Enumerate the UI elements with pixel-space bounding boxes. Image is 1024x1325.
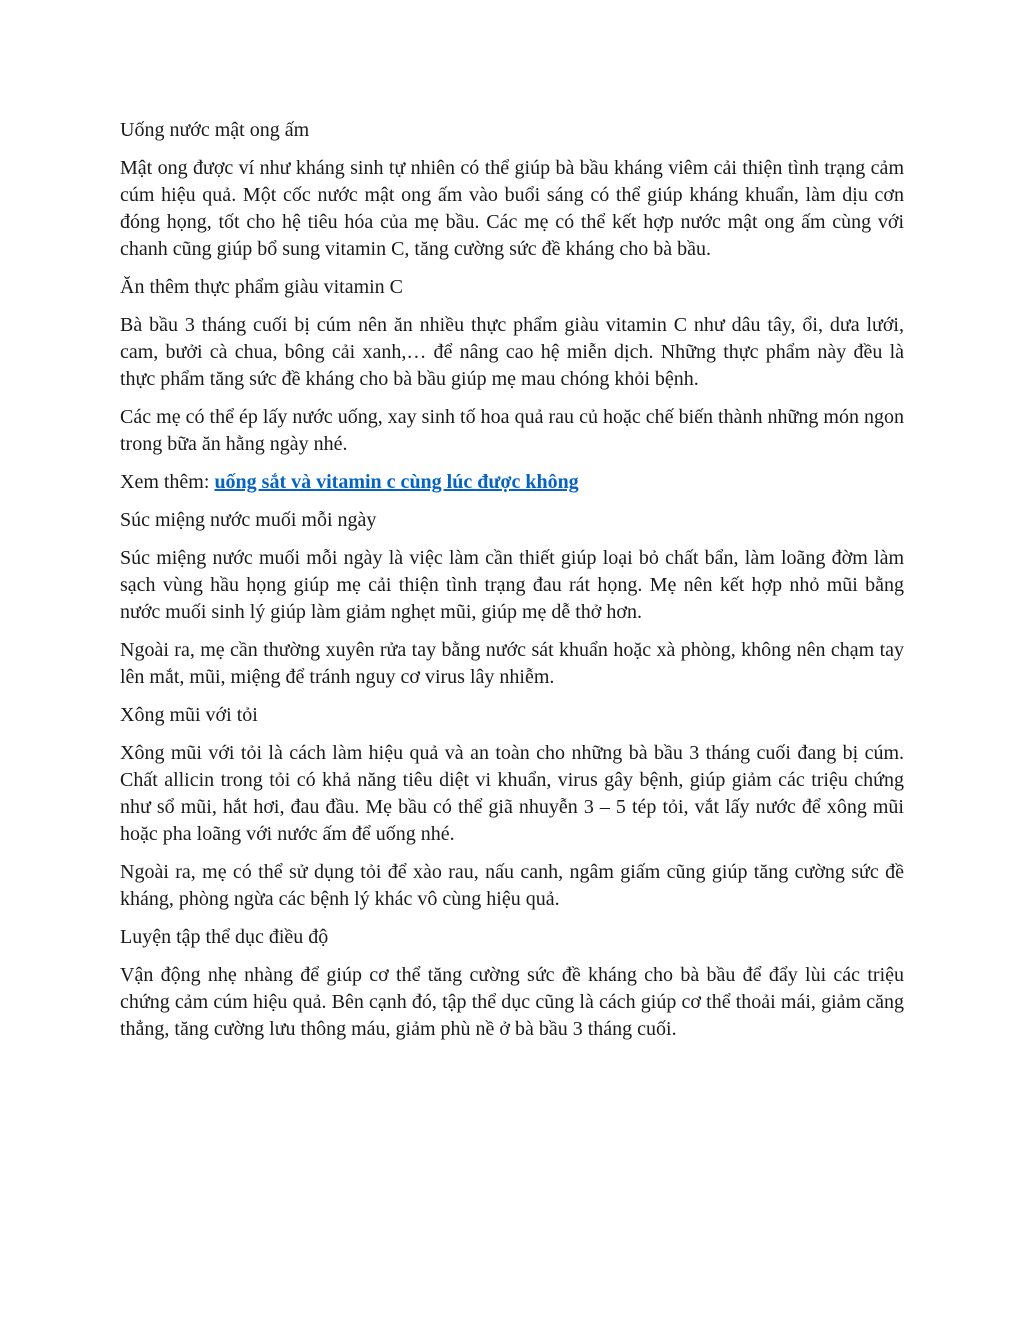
section-heading-exercise: Luyện tập thể dục điều độ — [120, 926, 329, 948]
section-heading-salt-water: Súc miệng nước muối mỗi ngày — [120, 509, 377, 531]
see-also — [120, 469, 904, 496]
paragraph-vitamin-c-juice: Các mẹ có thể ép lấy nước uống, xay sinh tố hoa quả rau củ hoặc chế biến thành những món ngon trong bữa ăn hằng ngày nhé. — [120, 406, 904, 455]
section-heading-vitamin-c: Ăn thêm thực phẩm giàu vitamin C — [120, 276, 404, 298]
see-also-prefix: Xem thêm: — [120, 471, 215, 493]
paragraph-exercise: Vận động nhẹ nhàng để giúp cơ thể tăng cường sức đề kháng cho bà bầu để đẩy lùi các triệu chứng cảm cúm hiệu quả. Bên cạnh đó, tập thể dục cũng là cách giúp cơ thể thoải mái, giảm căng thẳng, tăng cường lưu thông máu, giảm phù nề ở bà bầu 3 tháng cuối. — [120, 964, 904, 1040]
paragraph-garlic-cooking: Ngoài ra, mẹ có thể sử dụng tỏi để xào rau, nấu canh, ngâm giấm cũng giúp tăng cường sức đề kháng, phòng ngừa các bệnh lý khác vô cùng hiệu quả. — [120, 861, 904, 910]
section-heading-honey: Uống nước mật ong ấm — [120, 119, 310, 141]
paragraph-vitamin-c-foods: Bà bầu 3 tháng cuối bị cúm nên ăn nhiều thực phẩm giàu vitamin C như dâu tây, ổi, dưa lưới, cam, bưởi cà chua, bông cải xanh,… để nâng cao hệ miễn dịch. Những thực phẩm này đều là thực phẩm tăng sức đề kháng cho bà bầu giúp mẹ mau chóng khỏi bệnh. — [120, 314, 904, 390]
paragraph-garlic-steam: Xông mũi với tỏi là cách làm hiệu quả và an toàn cho những bà bầu 3 tháng cuối đang bị cúm. Chất allicin trong tỏi có khả năng tiêu diệt vi khuẩn, virus gây bệnh, giúp giảm các triệu chứng như sổ mũi, hắt hơi, đau đầu. Mẹ bầu có thể giã nhuyễn 3 – 5 tép tỏi, vắt lấy nước để xông mũi hoặc pha loãng với nước ấm để uống nhé. — [120, 742, 904, 845]
paragraph-salt-water: Súc miệng nước muối mỗi ngày là việc làm cần thiết giúp loại bỏ chất bẩn, làm loãng đờm làm sạch vùng hầu họng giúp mẹ cải thiện tình trạng đau rát họng. Mẹ nên kết hợp nhỏ mũi bằng nước muối sinh lý giúp làm giảm nghẹt mũi, giúp mẹ dễ thở hơn. — [120, 547, 904, 623]
paragraph-hand-washing: Ngoài ra, mẹ cần thường xuyên rửa tay bằng nước sát khuẩn hoặc xà phòng, không nên chạm tay lên mắt, mũi, miệng để tránh nguy cơ virus lây nhiễm. — [120, 639, 904, 688]
see-also-link[interactable]: uống sắt và vitamin c cùng lúc được không — [214, 471, 579, 493]
section-heading-garlic: Xông mũi với tỏi — [120, 704, 258, 726]
document-page — [120, 117, 904, 1054]
paragraph-honey: Mật ong được ví như kháng sinh tự nhiên có thể giúp bà bầu kháng viêm cải thiện tình trạng cảm cúm hiệu quả. Một cốc nước mật ong ấm vào buổi sáng có thể giúp kháng khuẩn, làm dịu cơn đóng họng, tốt cho hệ tiêu hóa của mẹ bầu. Các mẹ có thể kết hợp nước mật ong ấm cùng với chanh cũng giúp bổ sung vitamin C, tăng cường sức đề kháng cho bà bầu. — [120, 157, 904, 260]
